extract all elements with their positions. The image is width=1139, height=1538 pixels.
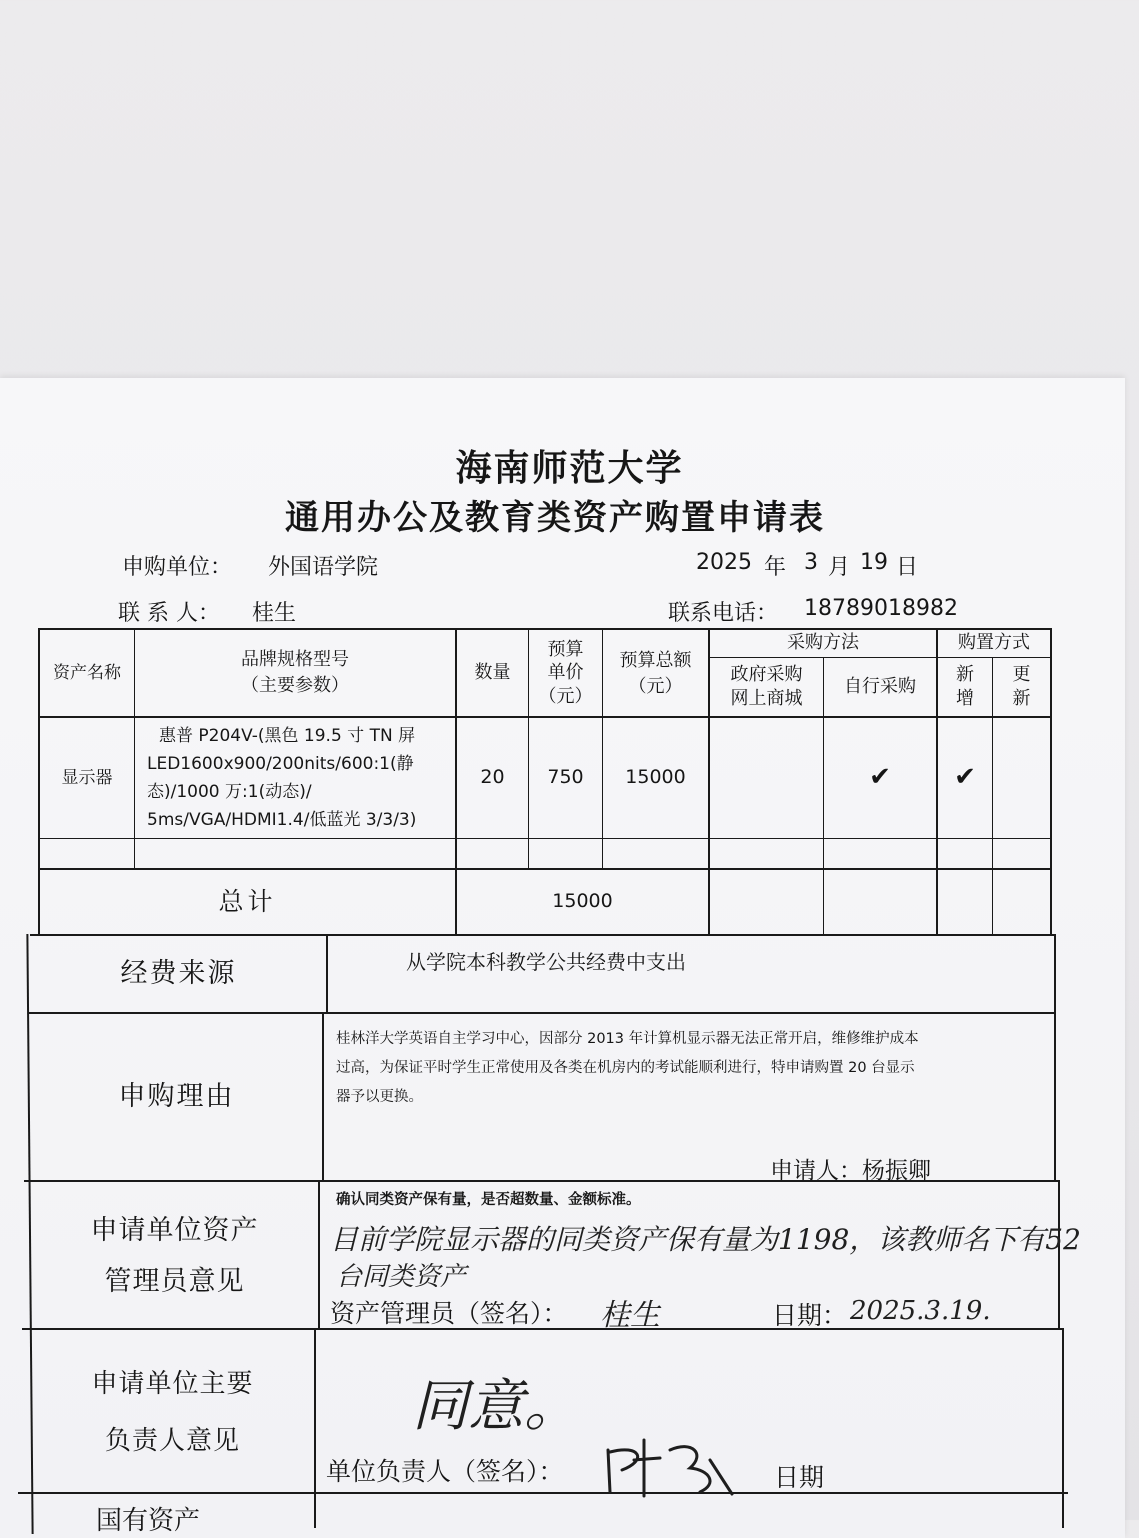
date-day: 19 bbox=[860, 550, 888, 575]
header-new bbox=[938, 658, 992, 716]
unit-head-signature-icon bbox=[600, 1430, 740, 1500]
row-total: 15000 bbox=[625, 766, 686, 789]
reason-line2: 过高，为保证平时学生正常使用及各类在机房内的考试能顺利进行，特申请购置 20 台显示 bbox=[336, 1060, 915, 1076]
date-month: 3 bbox=[804, 550, 818, 575]
header-unit-price bbox=[529, 630, 602, 716]
header-brand-spec-line2: （主要参数） bbox=[241, 675, 349, 696]
reason-label: 申购理由 bbox=[118, 1081, 235, 1113]
asset-admin-date-label: 日期： bbox=[772, 1301, 848, 1330]
header-new-line2: 增 bbox=[956, 688, 974, 709]
unit-value: 外国语学院 bbox=[268, 555, 379, 580]
asset-admin-date-value: 2025.3.19. bbox=[850, 1296, 991, 1326]
contact-value: 桂生 bbox=[252, 601, 297, 626]
funding-label: 经费来源 bbox=[120, 958, 237, 990]
unit-head-label bbox=[31, 1334, 314, 1492]
header-brand-spec-line1: 品牌规格型号 bbox=[241, 648, 349, 670]
unit-head-label-line2: 负责人意见 bbox=[104, 1426, 240, 1456]
unit-head-opinion: 同意。 bbox=[412, 1374, 580, 1439]
row-unit-price: 750 bbox=[547, 766, 584, 789]
row-self-check: ✔ bbox=[869, 762, 891, 793]
header-purchase-method: 采购方法 bbox=[787, 632, 859, 654]
header-self-procurement: 自行采购 bbox=[844, 675, 916, 697]
row-new-check: ✔ bbox=[954, 762, 976, 793]
asset-admin-label-line2: 管理员意见 bbox=[104, 1266, 245, 1297]
header-gov-line1: 政府采购 bbox=[730, 663, 803, 685]
header-gov-line2: 网上商城 bbox=[730, 688, 803, 709]
header-total-line2: （元） bbox=[628, 676, 683, 697]
unit-head-label-line1: 申请单位主要 bbox=[91, 1368, 254, 1399]
asset-admin-signature: 桂生 bbox=[600, 1298, 660, 1333]
date-month-char: 月 bbox=[828, 555, 851, 580]
row-asset-name: 显示器 bbox=[61, 767, 113, 788]
next-section-label: 国有资产 bbox=[96, 1506, 201, 1536]
reason-line1: 桂林洋大学英语自主学习中心，因部分 2013 年计算机显示器无法正常开启，维修维护成本 bbox=[336, 1031, 919, 1047]
contact-label: 联 系 人： bbox=[118, 601, 220, 626]
reason-line3: 器予以更换。 bbox=[336, 1089, 423, 1105]
row-spec-line2: LED1600x900/200nits/600:1(静 bbox=[147, 753, 414, 774]
row-quantity: 20 bbox=[480, 766, 505, 789]
asset-admin-instruction: 确认同类资产保有量，是否超数量、金额标准。 bbox=[336, 1192, 641, 1208]
header-asset-name: 资产名称 bbox=[53, 662, 121, 683]
date-year-char: 年 bbox=[764, 555, 787, 580]
asset-admin-sign-label: 资产管理员（签名）： bbox=[330, 1299, 568, 1328]
applicant: 申请人：杨振卿 bbox=[770, 1158, 931, 1184]
header-total-budget bbox=[603, 636, 708, 712]
header-unit-price-line3: （元） bbox=[538, 685, 593, 707]
date-day-char: 日 bbox=[896, 555, 919, 580]
unit-label: 申购单位： bbox=[122, 555, 233, 580]
row-spec bbox=[137, 720, 453, 836]
unit-head-date-label: 日期 bbox=[774, 1463, 825, 1492]
header-update bbox=[993, 658, 1050, 716]
header-update-line2: 新 bbox=[1012, 688, 1031, 709]
header-new-line1: 新 bbox=[956, 663, 974, 685]
asset-admin-handwriting-line1: 目前学院显示器的同类资产保有量为1198，该教师名下有52 bbox=[330, 1223, 1081, 1256]
total-label: 总计 bbox=[218, 886, 277, 916]
header-unit-price-line2: 单价 bbox=[547, 662, 584, 684]
date-year: 2025 bbox=[696, 550, 752, 575]
header-purchase-type: 购置方式 bbox=[958, 632, 1030, 654]
row-spec-line1: 惠普 P204V-(黑色 19.5 寸 TN 屏 bbox=[159, 725, 416, 746]
funding-value: 从学院本科教学公共经费中支出 bbox=[406, 950, 686, 974]
asset-admin-label bbox=[31, 1184, 318, 1328]
asset-admin-handwriting-line2: 台同类资产 bbox=[336, 1262, 467, 1292]
asset-admin-label-line1: 申请单位资产 bbox=[90, 1214, 259, 1246]
header-brand-spec bbox=[135, 640, 455, 706]
phone-value: 18789018982 bbox=[804, 596, 958, 621]
header-quantity: 数量 bbox=[474, 661, 511, 683]
row-spec-line4: 5ms/VGA/HDMI1.4/低蓝光 3/3/3) bbox=[147, 810, 417, 831]
phone-label: 联系电话： bbox=[668, 601, 779, 626]
header-gov-procurement bbox=[710, 658, 823, 716]
form-title-main: 通用办公及教育类资产购置申请表 bbox=[285, 498, 825, 538]
row-spec-line3: 态)/1000 万:1(动态)/ bbox=[147, 782, 312, 802]
unit-head-sign-label: 单位负责人（签名）： bbox=[326, 1457, 564, 1486]
reason-text bbox=[336, 1025, 919, 1112]
header-update-line1: 更 bbox=[1012, 663, 1031, 685]
header-total-line1: 预算总额 bbox=[619, 649, 692, 671]
total-value: 15000 bbox=[552, 890, 613, 913]
form-title-university: 海南师范大学 bbox=[455, 448, 684, 489]
header-unit-price-line1: 预算 bbox=[547, 638, 584, 660]
